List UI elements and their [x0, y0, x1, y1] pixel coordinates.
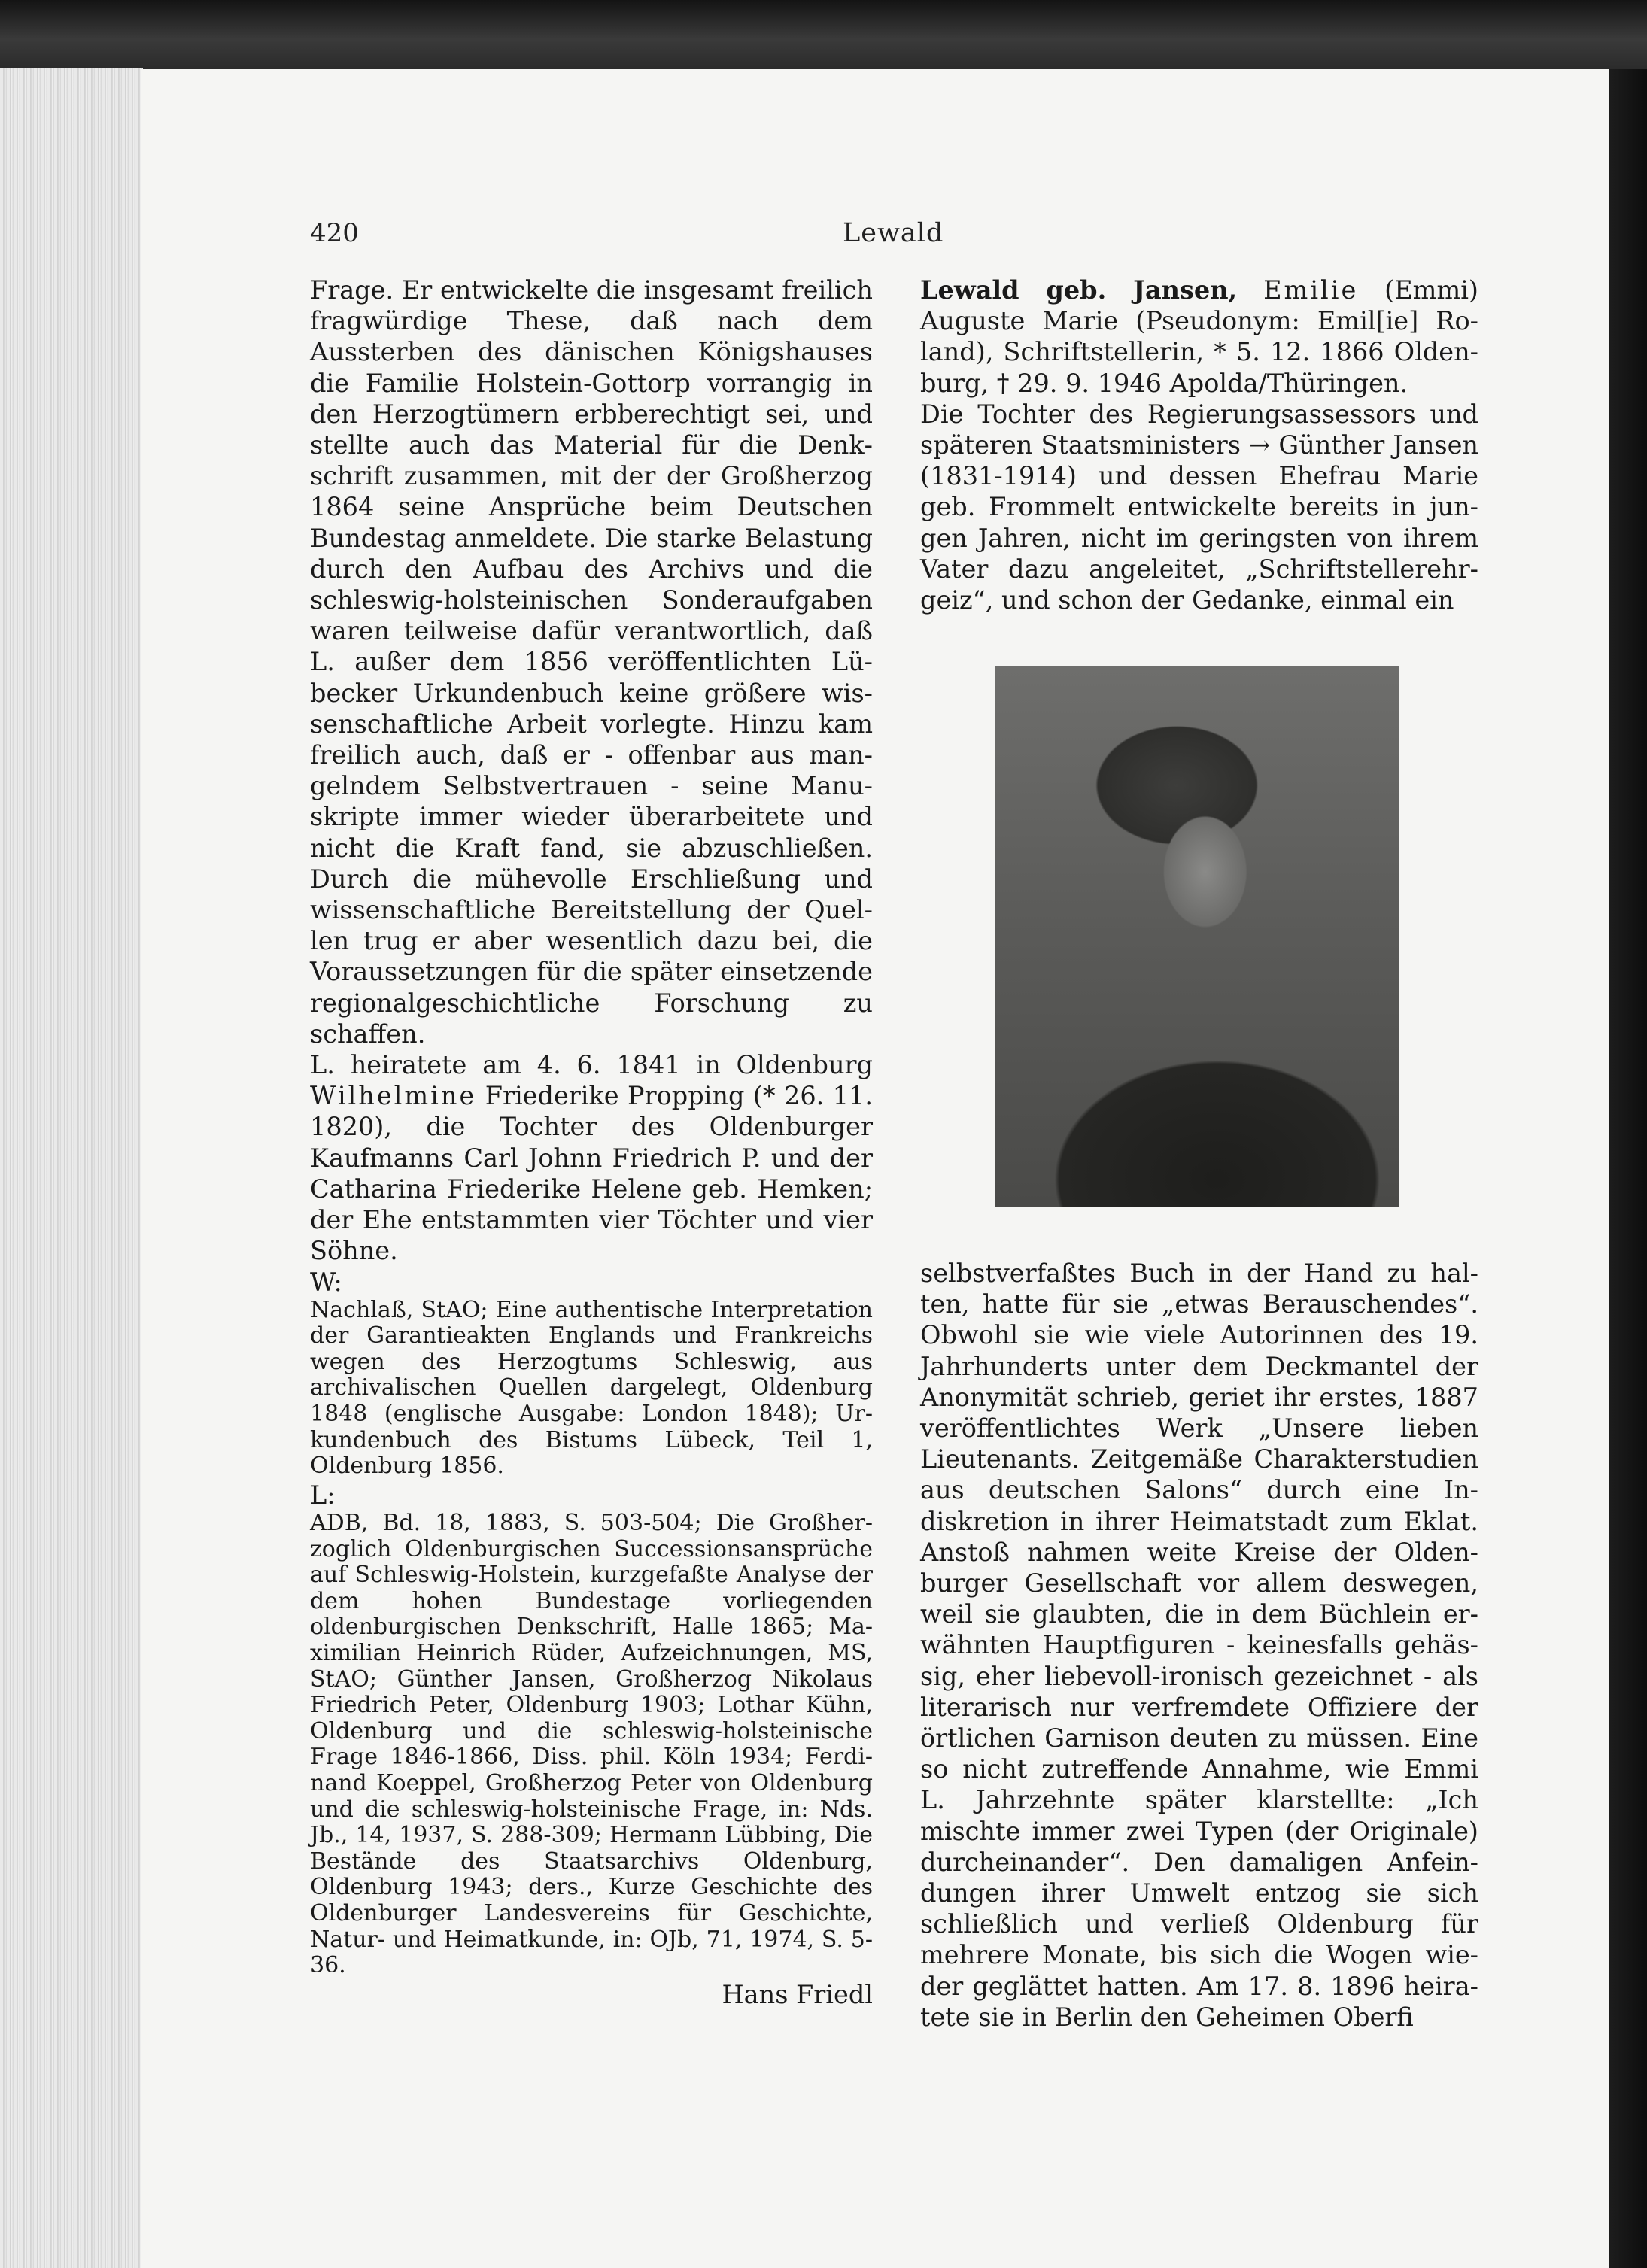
right-column-bottom: [920, 1258, 1478, 2033]
spouse-name: Wilhelmine: [310, 1081, 477, 1111]
right-paragraph-1: Die Tochter des Regierungsassessors und späteren Staatsministers → Günther Jansen (1831-1914) und dessen Ehefrau Marie geb. Frommelt entwickelte bereits in jungen Jahren, nicht im geringsten von ihrem Vater dazu angeleitet, „Schriftstellerehrgeiz“, und schon der Gedanke, einmal ein: [920, 399, 1478, 615]
works-label: W:: [310, 1267, 342, 1297]
right-column-top: [920, 275, 1478, 615]
literature-label: L:: [310, 1480, 336, 1510]
entry-heading: [920, 275, 1478, 399]
works-text: Nachlaß, StAO; Eine authentische Interpretation der Garantieakten Englands und Frankreichs wegen des Herzogtums Schleswig, aus archivalischen Quellen dargelegt, Oldenburg 1848 (englische Ausgabe: London 1848); Urkundenbuch des Bistums Lübeck, Teil 1, Oldenburg 1856.: [310, 1296, 873, 1480]
entry-intro: (Emmi) Auguste Marie (Pseudonym: Emil[ie] Roland), Schriftstellerin, * 5. 12. 1866 Oldenburg, † 29. 9. 1946 Apolda/Thüringen.: [920, 275, 1478, 398]
left-column: [310, 275, 873, 2010]
left-paragraph-2: [310, 1049, 873, 1266]
left-paragraph-1: Frage. Er entwickelte die insgesamt freilich fragwürdige These, daß nach dem Aussterben des dänischen Königshauses die Familie Holstein-Gottorp vorrangig in den Herzogtümern erbberechtigt sei, und stellte auch das Material für die Denkschrift zusammen, mit der der Großherzog 1864 seine Ansprüche beim Deutschen Bundestag anmeldete. Die starke Belastung durch den Aufbau des Archivs und die schleswig-holsteinischen Sonderaufgaben waren teilweise dafür verantwortlich, daß L. außer dem 1856 veröffentlichten Lübecker Urkundenbuch keine größere wissenschaftliche Arbeit vorlegte. Hinzu kam freilich auch, daß er - offenbar aus mangelndem Selbstvertrauen - seine Manuskripte immer wieder überarbeitete und nicht die Kraft fand, sie abzuschließen. Durch die mühevolle Erschließung und wissenschaftliche Bereitstellung der Quellen trug er aber wesentlich dazu bei, die Voraussetzungen für die später einsetzende regionalgeschichtliche Forschung zu schaffen.: [310, 275, 873, 1049]
entry-given-name: Emilie: [1263, 275, 1359, 305]
marriage-text-b: Friederike Propping (* 26. 11. 1820), die Tochter des Oldenburger Kaufmanns Carl Johnn Friedrich P. und der Catharina Friederike Helene geb. Hemken; der Ehe entstammten vier Töchter und vier Söhne.: [310, 1081, 873, 1266]
marriage-text-a: L. heiratete am 4. 6. 1841 in Oldenburg: [310, 1050, 873, 1080]
literature-text: ADB, Bd. 18, 1883, S. 503-504; Die Großherzoglich Oldenburgischen Successionsansprüche auf Schleswig-Holstein, kurzgefaßte Analyse der dem hohen Bundestage vorliegenden oldenburgischen Denkschrift, Halle 1865; Maximilian Heinrich Rüder, Aufzeichnungen, MS, StAO; Günther Jansen, Großherzog Nikolaus Friedrich Peter, Oldenburg 1903; Lothar Kühn, Oldenburg und die schleswig-holsteinische Frage 1846-1866, Diss. phil. Köln 1934; Ferdinand Koeppel, Großherzog Peter von Oldenburg und die schleswig-holsteinische Frage, in: Nds. Jb., 14, 1937, S. 288-309; Hermann Lübbing, Die Bestände des Staatsarchivs Oldenburg, Oldenburg 1943; ders., Kurze Geschichte des Oldenburger Landesvereins für Geschichte, Natur- und Heimatkunde, in: OJb, 71, 1974, S. 5-36.: [310, 1510, 873, 1979]
right-paragraph-2: selbstverfaßtes Buch in der Hand zu halten, hatte für sie „etwas Berauschendes“. Obwohl sie wie viele Autorinnen des 19. Jahrhunderts unter dem Deckmantel der Anonymität schrieb, geriet ihr erstes, 1887 veröffentlichtes Werk „Unsere lieben Lieutenants. Zeitgemäße Charakterstudien aus deutschen Salons“ durch eine Indiskretion in ihrer Heimatstadt zum Eklat. Anstoß nahmen weite Kreise der Oldenburger Gesellschaft vor allem deswegen, weil sie glaubten, die in dem Büchlein erwähnten Hauptfiguren - keinesfalls gehässig, eher liebevoll-ironisch gezeichnet - als literarisch nur verfremdete Offiziere der örtlichen Garnison deuten zu müssen. Eine so nicht zutreffende Annahme, wie Emmi L. Jahrzehnte später klarstellte: „Ich mischte immer zwei Typen (der Originale) durcheinander“. Den damaligen Anfeindungen ihrer Umwelt entzog sie sich schließlich und verließ Oldenburg für mehrere Monate, bis sich die Wogen wieder geglättet hatten. Am 17. 8. 1896 heiratete sie in Berlin den Geheimen Oberfi: [920, 1258, 1478, 2032]
book-binding-right: [1609, 69, 1647, 2268]
article-author: Hans Friedl: [722, 1979, 873, 2009]
book-cover-top: [0, 0, 1647, 71]
page-number: 420: [310, 218, 359, 248]
portrait-photo: [995, 666, 1399, 1207]
book-page-edges: [0, 68, 143, 2268]
running-head: Lewald: [843, 218, 944, 248]
entry-headword: Lewald geb. Jansen,: [920, 275, 1238, 305]
